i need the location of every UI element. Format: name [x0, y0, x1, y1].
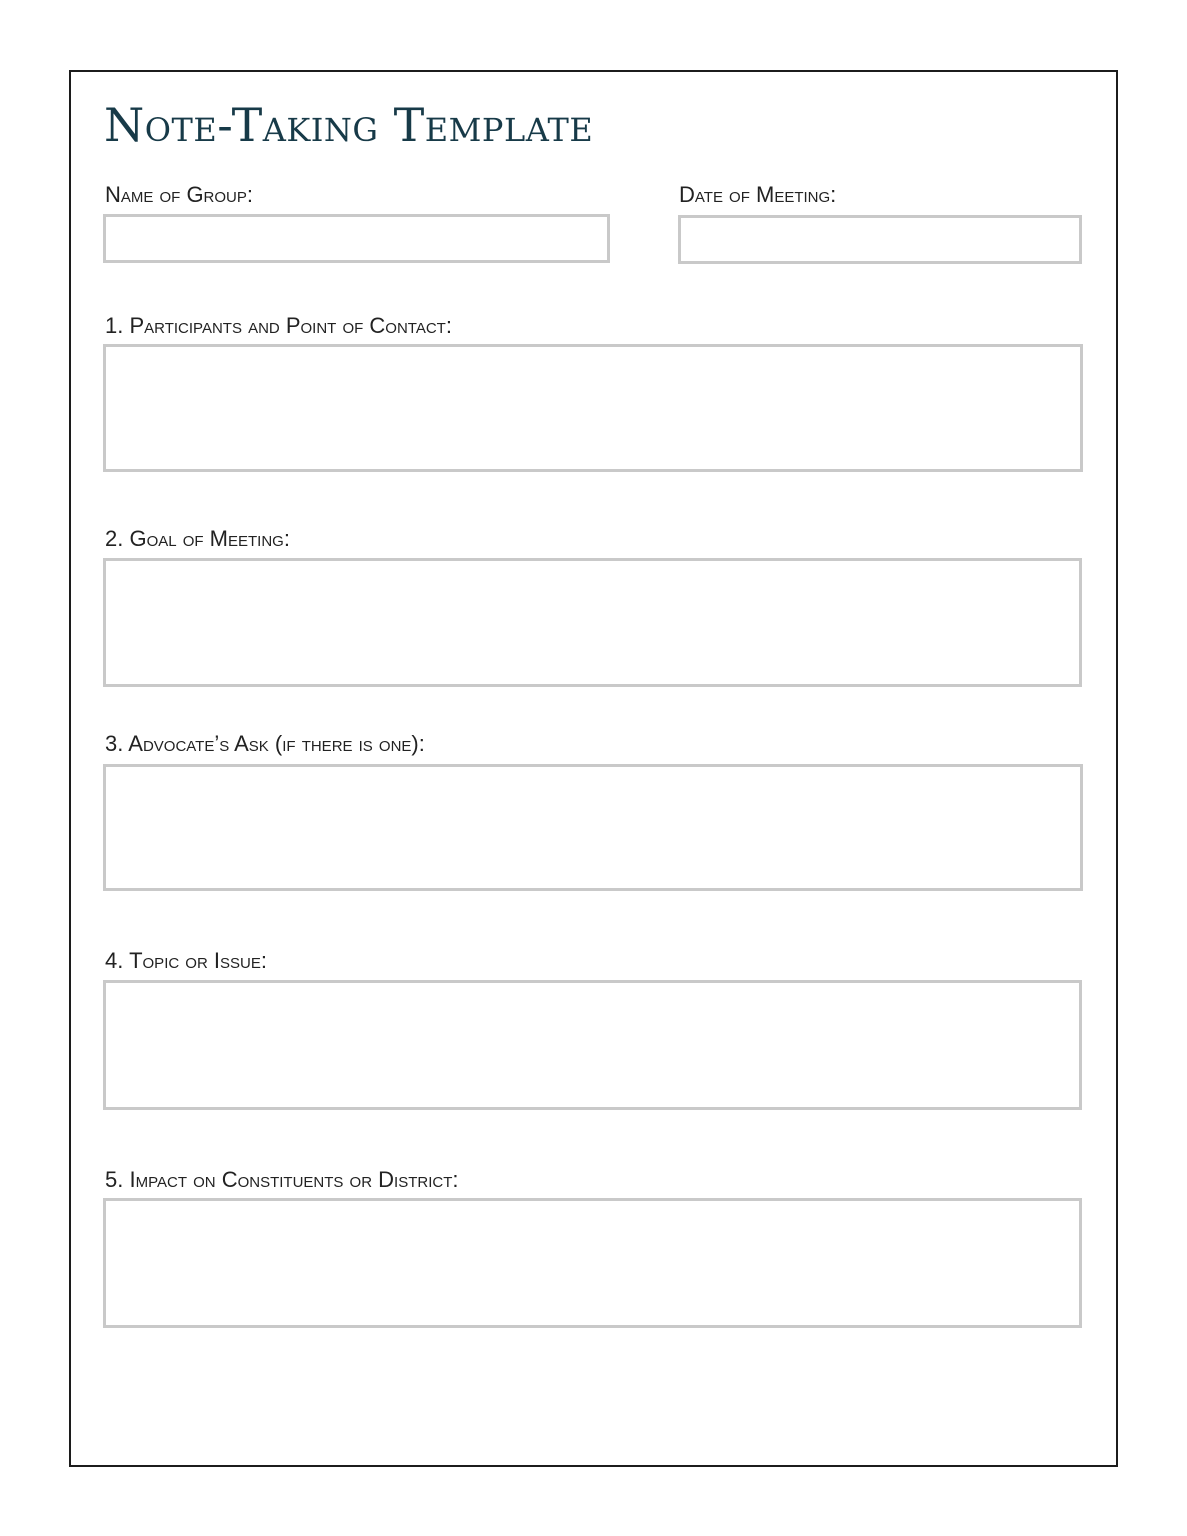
section-label-participants [105, 315, 452, 337]
section-number: 1. [105, 313, 124, 338]
section-label-topic [105, 950, 267, 972]
section-number: 4. [105, 948, 124, 973]
section-title: Participants and Point of Contact: [129, 313, 452, 338]
goal-textarea[interactable] [103, 558, 1082, 687]
impact-textarea[interactable] [103, 1198, 1082, 1328]
section-title: Advocate’s Ask (if there is one): [128, 731, 425, 756]
meeting-date-input[interactable] [678, 215, 1082, 264]
section-label-advocate-ask [105, 733, 425, 755]
section-number: 5. [105, 1167, 124, 1192]
participants-textarea[interactable] [103, 344, 1083, 472]
section-label-goal [105, 528, 290, 550]
group-name-label: Name of Group: [105, 182, 254, 207]
section-title: Impact on Constituents or District: [129, 1167, 459, 1192]
group-name-input[interactable] [103, 214, 610, 263]
section-number: 2. [105, 526, 124, 551]
section-number: 3. [105, 731, 124, 756]
section-title: Goal of Meeting: [129, 526, 290, 551]
section-label-impact [105, 1169, 459, 1191]
meeting-date-label: Date of Meeting: [679, 182, 837, 207]
advocate-ask-textarea[interactable] [103, 764, 1083, 891]
page-title: Note-Taking Template [104, 98, 594, 152]
topic-textarea[interactable] [103, 980, 1082, 1110]
section-title: Topic or Issue: [129, 948, 267, 973]
